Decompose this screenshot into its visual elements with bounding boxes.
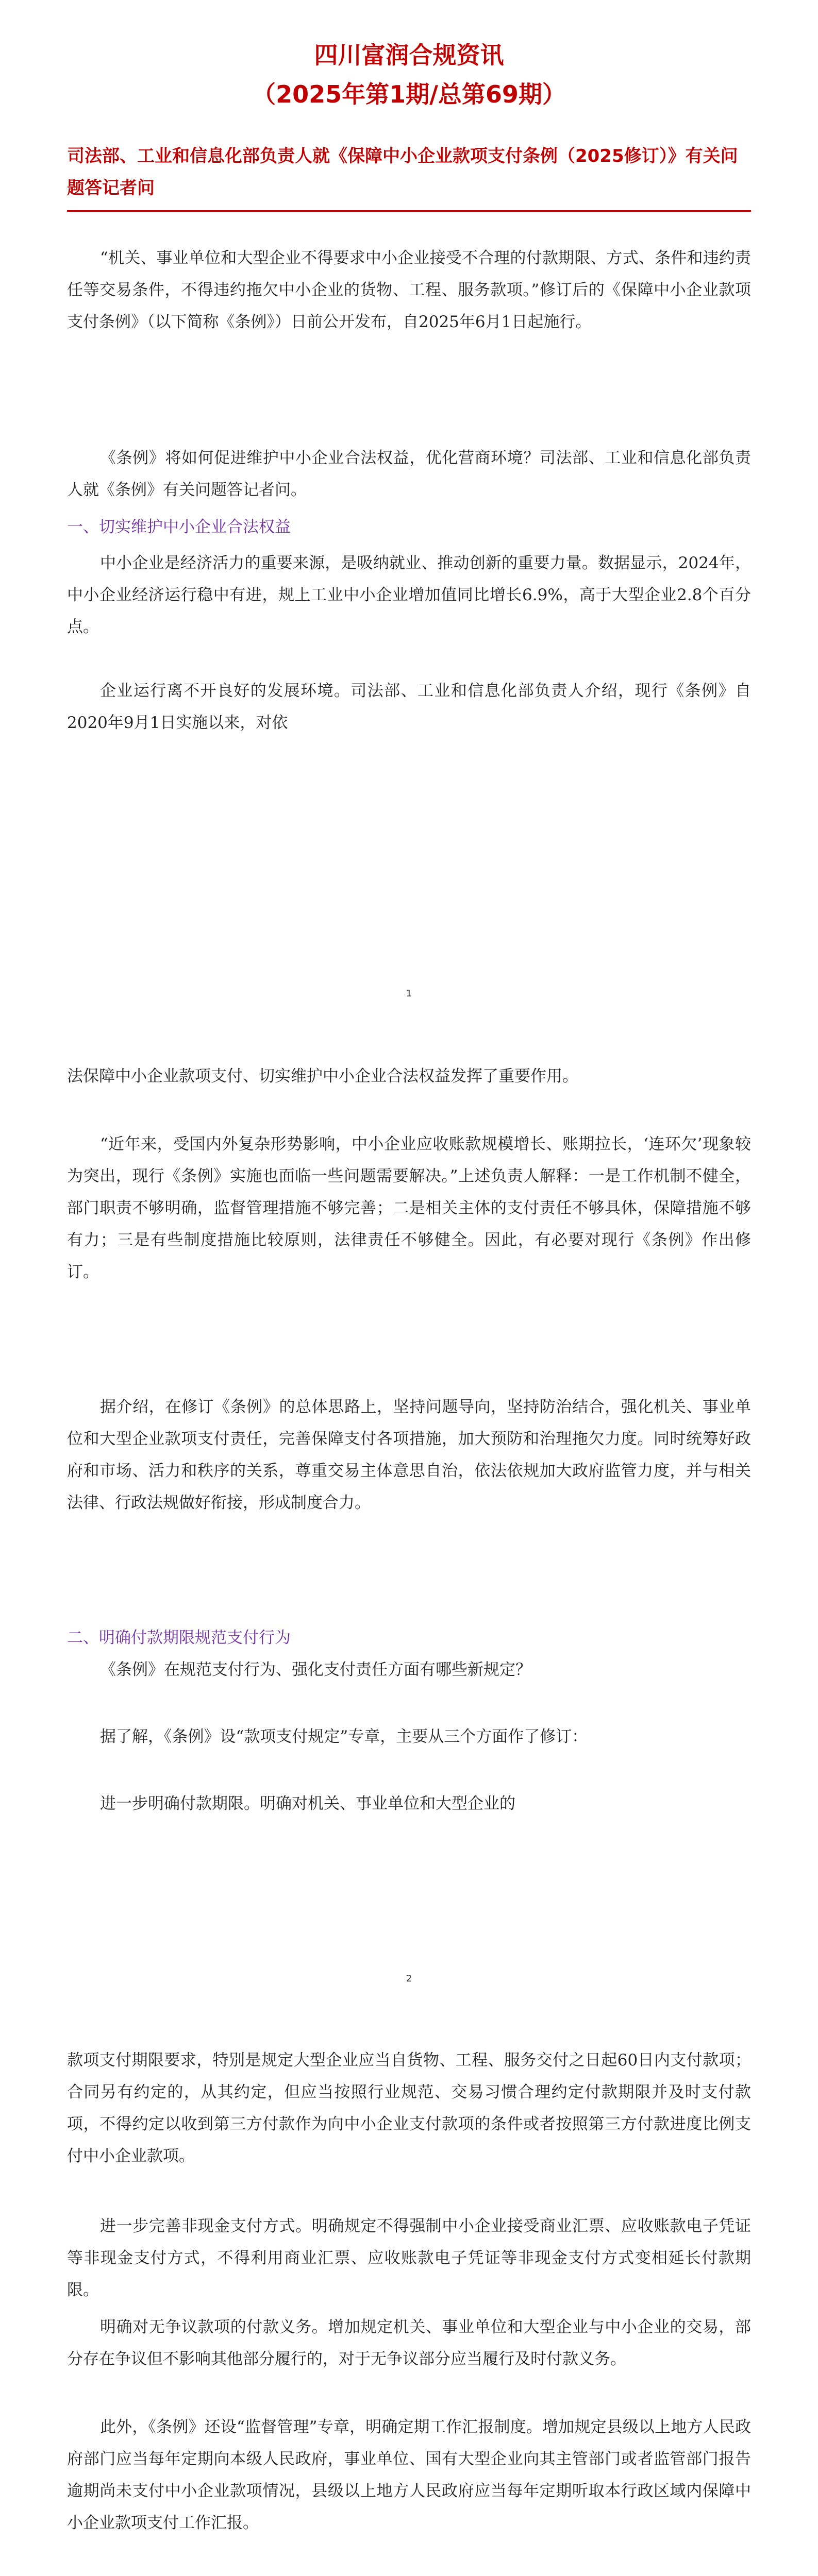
section-heading-2: 二、明确付款期限规范支付行为 [67,1629,291,1647]
intro-paragraph-1: “机关、事业单位和大型企业不得要求中小企业接受不合理的付款期限、方式、条件和违约责任等交易条件，不得违约拖欠中小企业的货物、工程、服务款项。”修订后的《保障中小企业款项支付条例》（以下简称《条例》）日前公开发布，自2025年6月1日起施行。 [67,249,751,331]
article-subtitle: 司法部、工业和信息化部负责人就《保障中小企业款项支付条例（2025修订）》有关问题答记者问 [67,146,738,198]
section2-paragraph-1: 《条例》在规范支付行为、强化支付责任方面有哪些新规定？ [100,1660,531,1679]
section2-paragraph-3b: 款项支付期限要求，特别是规定大型企业应当自货物、工程、服务交付之日起60日内支付款项；合同另有约定的，从其约定，但应当按照行业规范、交易习惯合理约定付款期限并及时支付款项，不得约定以收到第三方付款作为向中小企业支付款项的条件或者按照第三方付款进度比例支付中小企业款项。 [67,2051,751,2165]
section2-paragraph-5: 明确对无争议款项的付款义务。增加规定机关、事业单位和大型企业与中小企业的交易，部分存在争议但不影响其他部分履行的，对于无争议部分应当履行及时付款义务。 [67,2318,751,2368]
title-line-2: （2025年第1期/总第69期） [252,80,566,108]
section1-paragraph-4: 据介绍，在修订《条例》的总体思路上，坚持问题导向，坚持防治结合，强化机关、事业单位和大型企业款项支付责任，完善保障支付各项措施，加大预防和治理拖欠力度。同时统筹好政府和市场、活力和秩序的关系，尊重交易主体意思自治，依法依规加大政府监管力度，并与相关法律、行政法规做好衔接，形成制度合力。 [67,1398,751,1512]
section1-paragraph-3: “近年来，受国内外复杂形势影响，中小企业应收账款规模增长、账期拉长，‘连环欠’现象较为突出，现行《条例》实施也面临一些问题需要解决。”上述负责人解释：一是工作机制不健全，部门职责不够明确，监督管理措施不够完善；二是相关主体的支付责任不够具体，保障措施不够有力；三是有些制度措施比较原则，法律责任不够健全。因此，有必要对现行《条例》作出修订。 [67,1135,751,1281]
section2-paragraph-2: 据了解，《条例》设“款项支付规定”专章，主要从三个方面作了修订： [100,1727,588,1746]
page-number-1: 1 [406,988,412,999]
section1-paragraph-1: 中小企业是经济活力的重要来源，是吸纳就业、推动创新的重要力量。数据显示，2024年，中小企业经济运行稳中有进，规上工业中小企业增加值同比增长6.9%，高于大型企业2.8个百分点。 [67,554,751,636]
section2-paragraph-6: 此外，《条例》还设“监督管理”专章，明确定期工作汇报制度。增加规定县级以上地方人民政府部门应当每年定期向本级人民政府，事业单位、国有大型企业向其主管部门或者监管部门报告逾期尚未支付中小企业款项情况，县级以上地方人民政府应当每年定期听取本行政区域内保障中小企业款项支付工作汇报。 [67,2418,751,2532]
section2-paragraph-4: 进一步完善非现金支付方式。明确规定不得强制中小企业接受商业汇票、应收账款电子凭证等非现金支付方式，不得利用商业汇票、应收账款电子凭证等非现金支付方式变相延长付款期限。 [67,2217,751,2299]
title-rule [67,210,751,212]
title-line-1: 四川富润合规资讯 [314,41,504,69]
section1-paragraph-2a: 企业运行离不开良好的发展环境。司法部、工业和信息化部负责人介绍，现行《条例》自2020年9月1日实施以来，对依 [67,682,751,732]
section2-paragraph-3a: 进一步明确付款期限。明确对机关、事业单位和大型企业的 [100,1794,515,1813]
section-heading-1: 一、切实维护中小企业合法权益 [67,518,291,536]
intro-paragraph-2: 《条例》将如何促进维护中小企业合法权益，优化营商环境？司法部、工业和信息化部负责人就《条例》有关问题答记者问。 [67,449,751,499]
section1-paragraph-2b: 法保障中小企业款项支付、切实维护中小企业合法权益发挥了重要作用。 [67,1067,578,1086]
page-number-2: 2 [406,1973,412,1984]
